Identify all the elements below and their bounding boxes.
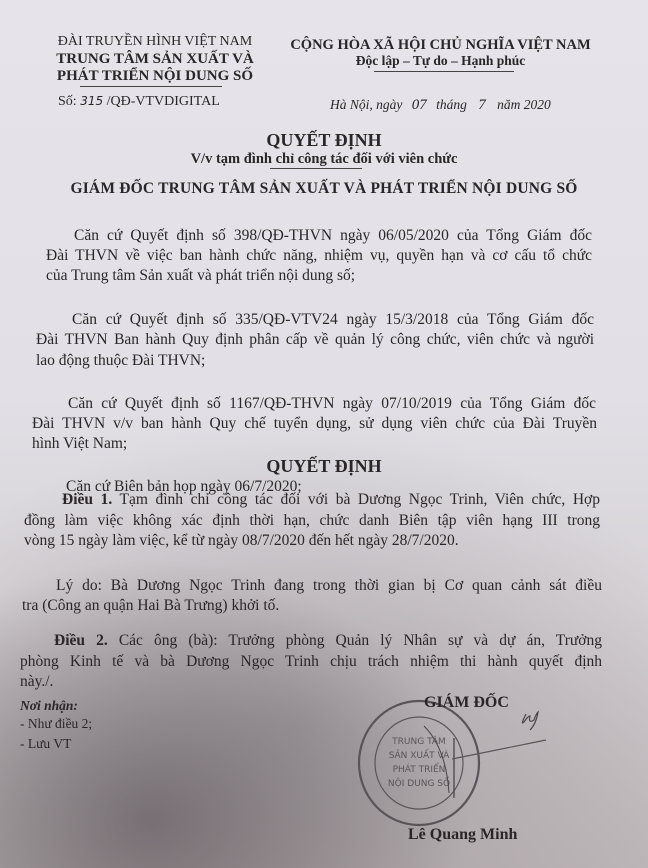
recipient-item: - Lưu VT [20, 736, 72, 751]
svg-text:PHÁT TRIỂN: PHÁT TRIỂN [392, 765, 446, 775]
date-prefix: Hà Nội, ngày [330, 97, 403, 112]
preamble-line: Căn cứ Quyết định số 398/QĐ-THVN ngày 06/05/2020 của Tổng Giám đốc [74, 227, 592, 244]
preamble-line: Căn cứ Quyết định số 335/QĐ-VTV24 ngày 15/3/2018 của Tổng Giám đốc [72, 311, 594, 328]
article-1-line: vòng 15 ngày làm việc, kể từ ngày 08/7/2020 đến hết ngày 28/7/2020. [24, 532, 459, 549]
document-title: QUYẾT ĐỊNH [266, 130, 382, 150]
signer-position: GIÁM ĐỐC [424, 694, 509, 711]
article-2-line [54, 632, 602, 650]
article-1-line [62, 491, 600, 509]
motto-underline [374, 71, 514, 72]
article-1-label: Điều 1. [62, 491, 113, 508]
preamble-line: Căn cứ Biên bản họp ngày 06/7/2020; [66, 478, 302, 495]
date-day: 07 [411, 97, 427, 113]
issuing-authority: GIÁM ĐỐC TRUNG TÂM SẢN XUẤT VÀ PHÁT TRIỂN NỘI DUNG SỐ [70, 180, 578, 197]
header-left-underline [80, 86, 222, 87]
article-2-text: Các ông (bà): Trưởng phòng Quản lý Nhân sự và dự án, Trưởng [118, 632, 602, 649]
preamble-line: lao động thuộc Đài THVN; [36, 352, 206, 369]
svg-text:TRUNG TÂM: TRUNG TÂM [392, 737, 446, 747]
preamble-line: của Trung tâm Sản xuất và phát triển nội dung số; [46, 267, 356, 284]
number-label: Số: [58, 94, 77, 109]
decision-title: QUYẾT ĐỊNH [266, 456, 382, 476]
subject-underline [270, 168, 362, 169]
reason-line: tra (Công an quận Hai Bà Trưng) khởi tố. [22, 597, 280, 614]
preamble-line: Đài THVN v/v ban hành Quy chế tuyển dụng, sử dụng viên chức của Đài Truyền [32, 415, 597, 432]
org-line-2: PHÁT TRIỂN NỘI DUNG SỐ [56, 68, 254, 84]
article-2-line: này./. [20, 673, 54, 690]
document-number [58, 92, 220, 111]
org-line-1: TRUNG TÂM SẢN XUẤT VÀ [56, 51, 254, 67]
date-year: năm 2020 [497, 97, 551, 112]
document-subject: V/v tạm đình chỉ công tác đối với viên chức [190, 151, 458, 167]
reason-line: Lý do: Bà Dương Ngọc Trinh đang trong thời gian bị Cơ quan cảnh sát điều [56, 577, 602, 594]
article-1-line: đồng làm việc không xác định thời hạn, chức danh Biên tập viên hạng III trong [24, 512, 600, 529]
signer-name: Lê Quang Minh [408, 826, 518, 843]
date-month: 7 [478, 97, 486, 113]
recipients-label: Nơi nhận: [20, 698, 78, 713]
date-month-label: tháng [436, 97, 467, 112]
preamble-line: hình Việt Nam; [32, 435, 128, 452]
svg-text:NỘI DUNG SỐ: NỘI DUNG SỐ [387, 779, 451, 789]
svg-text:SẢN XUẤT VÀ: SẢN XUẤT VÀ [388, 751, 450, 761]
document-date [330, 96, 551, 114]
preamble-line: Căn cứ Quyết định số 1167/QĐ-THVN ngày 07/10/2019 của Tổng Giám đốc [68, 395, 596, 412]
article-2-line: phòng Kinh tế và bà Dương Ngọc Trinh chịu trách nhiệm thi hành quyết định [20, 653, 602, 670]
article-2-label: Điều 2. [54, 632, 108, 649]
preamble-line: Đài THVN Ban hành Quy định phân cấp về quản lý công chức, viên chức và người [36, 331, 594, 348]
article-1-text: Tạm đình chỉ công tác đối với bà Dương Ngọc Trinh, Viên chức, Hợp [119, 491, 600, 508]
preamble-line: Đài THVN về việc ban hành chức năng, nhiệm vụ, quyền hạn và cơ cấu tổ chức [46, 247, 592, 264]
signature-mark [450, 710, 560, 760]
recipient-item: - Như điều 2; [20, 716, 93, 731]
number-suffix: /QĐ-VTVDIGITAL [106, 94, 220, 109]
motto: Độc lập – Tự do – Hạnh phúc [355, 53, 526, 68]
number-value: 315 [80, 94, 104, 108]
country-name: CỘNG HÒA XÃ HỘI CHỦ NGHĨA VIỆT NAM [290, 37, 591, 53]
org-parent: ĐÀI TRUYỀN HÌNH VIỆT NAM [57, 34, 253, 49]
